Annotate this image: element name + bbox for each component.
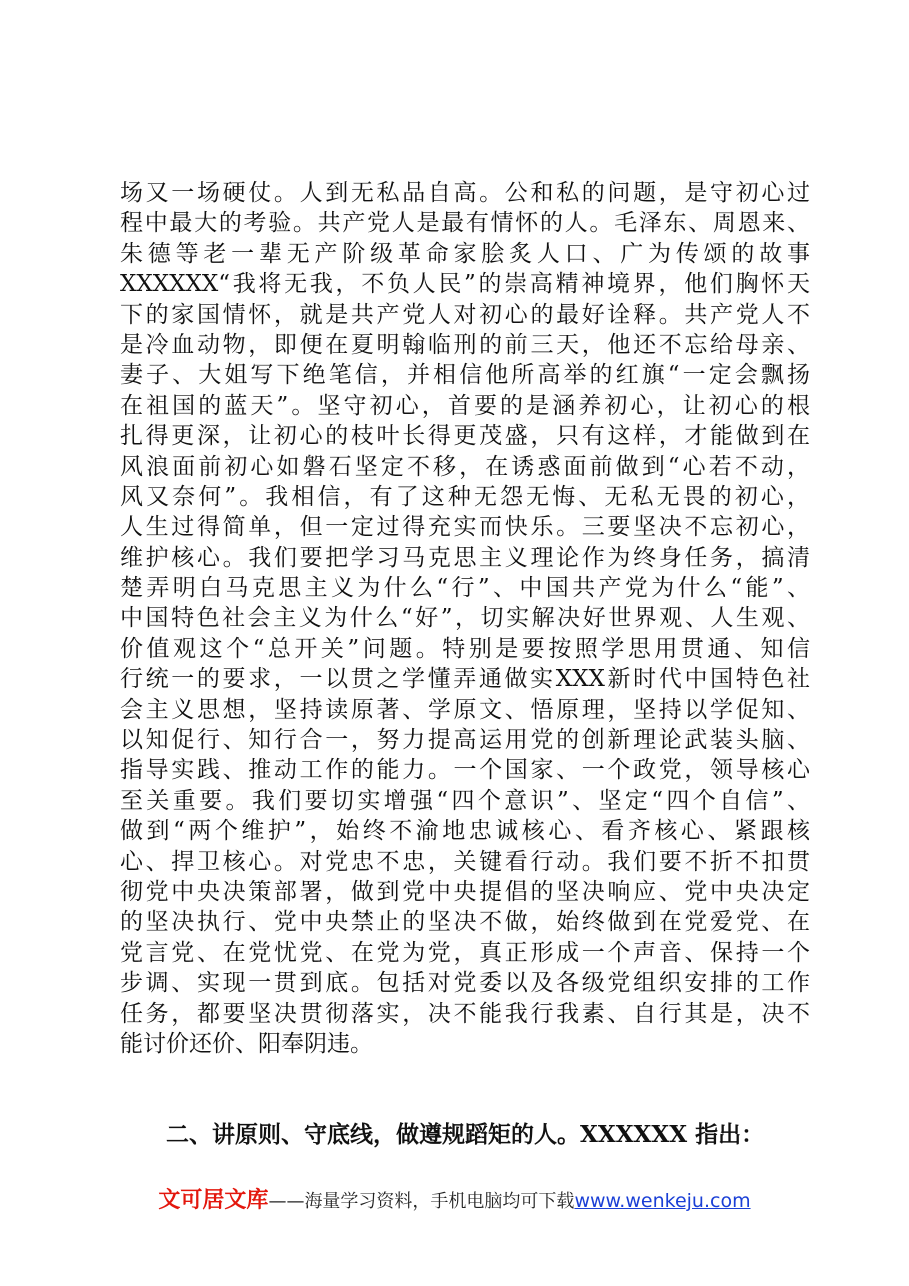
text-line: 党言党、在党忧党、在党为党，真正形成一个声音、保持一个 <box>120 939 810 966</box>
text-line: 场又一场硬仗。人到无私品自高。公和私的问题，是守初心过 <box>120 180 810 206</box>
text-line: 人生过得简单，但一定过得充实而快乐。三要坚决不忘初心， <box>120 514 810 541</box>
text-line: 步调、实现一贯到底。包括对党委以及各级党组织安排的工作 <box>120 970 810 997</box>
text-line: 做到“两个维护”，始终不渝地忠诚核心、看齐核心、紧跟核 <box>120 818 810 845</box>
text-line: 风又奈何”。我相信，有了这种无怨无悔、无私无畏的初心， <box>120 483 810 510</box>
text-line: 维护核心。我们要把学习马克思主义理论作为终身任务，搞清 <box>120 544 810 571</box>
section-heading <box>120 1120 810 1150</box>
text-line: 指导实践、推动工作的能力。一个国家、一个政党，领导核心 <box>120 757 810 784</box>
text-line: 扎得更深，让初心的枝叶长得更茂盛，只有这样，才能做到在 <box>120 423 810 450</box>
text-line: 价值观这个“总开关”问题。特别是要按照学思用贯通、知信 <box>120 635 810 662</box>
text-line: 以知促行、知行合一，努力提高运用党的创新理论武装头脑、 <box>120 727 810 754</box>
text-line: 能讨价还价、阳奉阴违。 <box>120 1030 373 1057</box>
footer-watermark <box>0 1183 909 1214</box>
text-line: 在祖国的蓝天”。坚守初心，首要的是涵养初心，让初心的根 <box>120 392 810 419</box>
text-line: 风浪面前初心如磐石坚定不移，在诱惑面前做到“心若不动， <box>120 453 810 480</box>
text-line: 妻子、大姐写下绝笔信，并相信他所高举的红旗“一定会飘扬 <box>120 362 810 389</box>
text-line: 下的家国情怀，就是共产党人对初心的最好诠释。共产党人不 <box>120 301 810 328</box>
text-line: 行统一的要求，一以贯之学懂弄通做实XXX新时代中国特色社 <box>120 666 810 693</box>
text-line: XXXXXX“我将无我，不负人民”的崇高精神境界，他们胸怀天 <box>120 271 810 298</box>
section-heading-text: 二、讲原则、守底线，做遵规蹈矩的人。XXXXXX 指出： <box>166 1121 765 1148</box>
text-line: 朱德等老一辈无产阶级革命家脍炙人口、广为传颂的故事 <box>120 240 810 267</box>
text-line: 中国特色社会主义为什么“好”，切实解决好世界观、人生观、 <box>120 605 810 632</box>
text-line: 的坚决执行、党中央禁止的坚决不做，始终做到在党爱党、在 <box>120 909 810 936</box>
footer-tagline: ——海量学习资料，手机电脑均可下载 <box>268 1191 575 1212</box>
body-text <box>120 178 810 1059</box>
text-line: 彻党中央决策部署，做到党中央提倡的坚决响应、党中央决定 <box>120 878 810 905</box>
text-line: 是冷血动物，即便在夏明翰临刑的前三天，他还不忘给母亲、 <box>120 331 810 358</box>
text-line: 至关重要。我们要切实增强“四个意识”、坚定“四个自信”、 <box>120 787 810 814</box>
text-line: 心、捍卫核心。对党忠不忠，关键看行动。我们要不折不扣贯 <box>120 848 810 875</box>
footer-brand: 文可居文库 <box>158 1188 269 1213</box>
text-line: 任务，都要坚决贯彻落实，决不能我行我素、自行其是，决不 <box>120 1000 810 1027</box>
footer-link[interactable]: www.wenkeju.com <box>574 1190 751 1212</box>
text-line: 楚弄明白马克思主义为什么“行”、中国共产党为什么“能”、 <box>120 575 810 602</box>
text-line: 会主义思想，坚持读原著、学原文、悟原理，坚持以学促知、 <box>120 696 810 723</box>
text-line: 程中最大的考验。共产党人是最有情怀的人。毛泽东、周恩来、 <box>120 210 810 237</box>
